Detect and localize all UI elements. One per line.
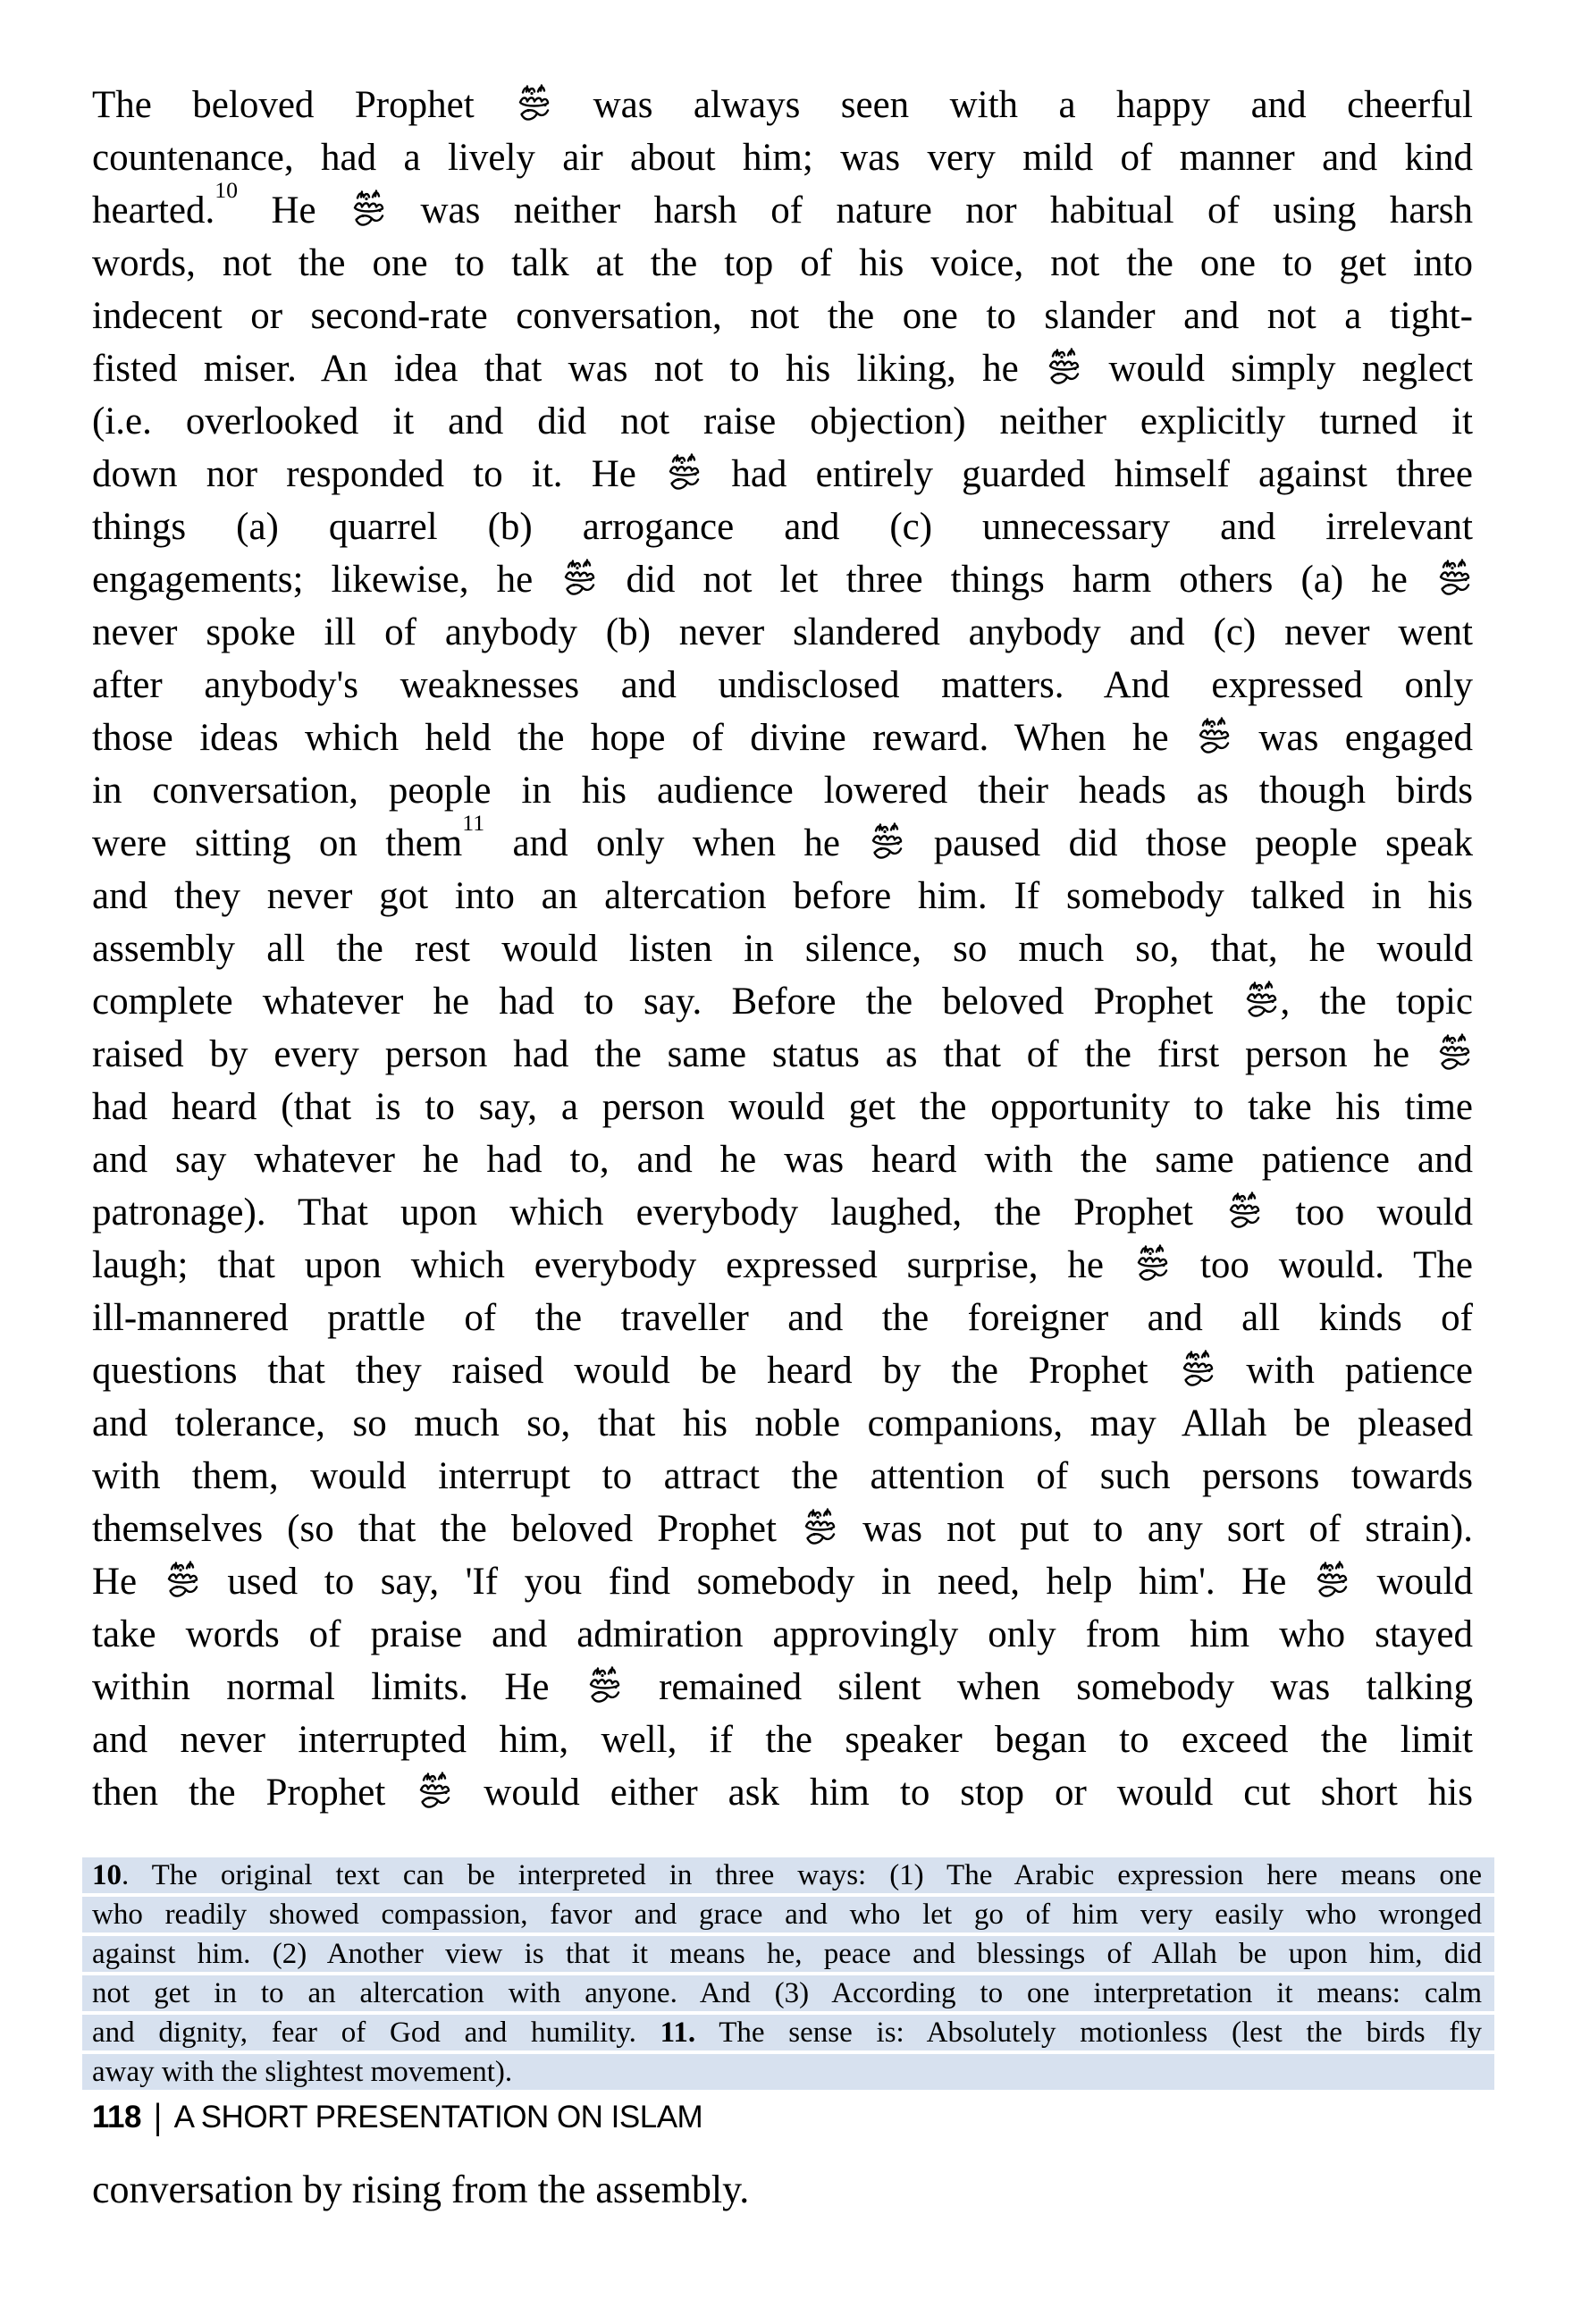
body-line: (i.e. overlooked it and did not raise objection) neither explicitly turned it [92,400,1473,442]
footnote-line: away with the slightest movement). [82,2054,1494,2090]
body-line: had heard (that is to say, a person would get the opportunity to take his time [92,1086,1473,1128]
honorific-saw-glyph [802,1506,837,1548]
footnote-line: 10. The original text can be interpreted in three ways: (1) The Arabic expression here means one [82,1857,1494,1893]
page-number: 118 [92,2100,141,2135]
body-text [92,79,1473,1819]
body-line: hearted.$^{10}$ He was neither harsh of nature nor habitual of using harsh [92,177,1473,232]
honorific-saw-glyph [586,1664,622,1706]
honorific-saw-glyph [869,821,904,863]
body-line: and say whatever he had to, and he was heard with the same patience and [92,1139,1473,1181]
footnote-ref: 11 [462,810,485,837]
honorific-saw-glyph [1134,1242,1170,1284]
honorific-saw-glyph [1436,1031,1472,1074]
body-line: engagements; likewise, he did not let three things harm others (a) he [92,553,1473,606]
body-line: and tolerance, so much so, that his noble companions, may Allah be pleased [92,1402,1473,1444]
body-line: after anybody's weaknesses and undisclosed matters. And expressed only [92,664,1473,706]
honorific-saw-glyph [666,451,702,493]
honorific-saw-glyph [1243,979,1279,1021]
body-line: those ideas which held the hope of divine reward. When he was engaged [92,717,1473,759]
body-line: were sitting on them$^{11}$ and only when he paused did those people speak [92,810,1474,864]
body-line: raised by every person had the same status as that of the first person he [92,1028,1473,1081]
honorific-saw-glyph [416,1770,452,1812]
honorific-saw-glyph [1436,557,1472,599]
body-line: fisted miser. An idea that was not to his liking, he would simply neglect [92,348,1473,390]
body-line: words, not the one to talk at the top of his voice, not the one to get into [92,242,1473,284]
honorific-saw-glyph [350,188,386,230]
body-line: then the Prophet would either ask him to stop or would cut short his [92,1772,1473,1814]
body-line: He used to say, 'If you find somebody in need, help him'. He would [92,1561,1474,1603]
honorific-saw-glyph [1196,715,1232,757]
body-line: down nor responded to it. He had entirely guarded himself against three [92,453,1474,495]
body-line: countenance, had a lively air about him; was very mild of manner and kind [92,137,1473,179]
body-line: ill-mannered prattle of the traveller and the foreigner and all kinds of [92,1297,1473,1339]
book-title: A SHORT PRESENTATION ON ISLAM [173,2100,703,2135]
body-line: indecent or second-rate conversation, not the one to slander and not a tight- [92,295,1473,337]
honorific-saw-glyph [561,557,597,599]
body-line: laugh; that upon which everybody expressed surprise, he too would. The [92,1244,1473,1286]
page-footer [92,2099,702,2136]
footnote-number: 11. [660,2017,696,2049]
honorific-saw-glyph [516,82,551,124]
body-line: with them, would interrupt to attract the attention of such persons towards [92,1455,1473,1497]
body-line: patronage). That upon which everybody laughed, the Prophet too would [92,1191,1473,1234]
body-line: things (a) quarrel (b) arrogance and (c) unnecessary and irrelevant [92,506,1473,548]
footnote-line: not get in to an altercation with anyone. And (3) According to one interpretation it means: calm [82,1975,1494,2011]
footnote-block [82,1857,1494,2093]
footnote-ref: 10 [214,177,239,204]
body-line: never spoke ill of anybody (b) never slandered anybody and (c) never went [92,611,1473,653]
footnote-number: 10 [92,1859,122,1891]
body-line: questions that they raised would be heard by the Prophet with patience [92,1350,1473,1392]
body-line: themselves (so that the beloved Prophet was not put to any sort of strain). [92,1508,1473,1550]
body-line: take words of praise and admiration approvingly only from him who stayed [92,1613,1473,1655]
honorific-saw-glyph [1314,1559,1350,1601]
body-line: within normal limits. He remained silent when somebody was talking [92,1666,1473,1708]
body-line: in conversation, people in his audience lowered their heads as though birds [92,770,1473,812]
body-line: complete whatever he had to say. Before the beloved Prophet , the topic [92,981,1473,1023]
honorific-saw-glyph [1226,1190,1262,1232]
honorific-saw-glyph [1180,1348,1216,1390]
body-line: assembly all the rest would listen in silence, so much so, that, he would [92,928,1473,970]
footnote-line: and dignity, fear of God and humility. 11. The sense is: Absolutely motionless (lest the birds fly [82,2015,1494,2050]
body-line: and never interrupted him, well, if the speaker began to exceed the limit [92,1719,1473,1761]
honorific-saw-glyph [1046,346,1081,388]
footnote-line: who readily showed compassion, favor and grace and who let go of him very easily who wronged [82,1897,1494,1932]
honorific-saw-glyph [164,1559,200,1601]
footer-separator: | [153,2097,162,2137]
continuation-line: conversation by rising from the assembly. [92,2168,750,2211]
body-line: and they never got into an altercation before him. If somebody talked in his [92,875,1473,917]
body-line: The beloved Prophet was always seen with a happy and cheerful [92,84,1473,126]
footnote-line: against him. (2) Another view is that it means he, peace and blessings of Allah be upon him, did [82,1936,1494,1972]
